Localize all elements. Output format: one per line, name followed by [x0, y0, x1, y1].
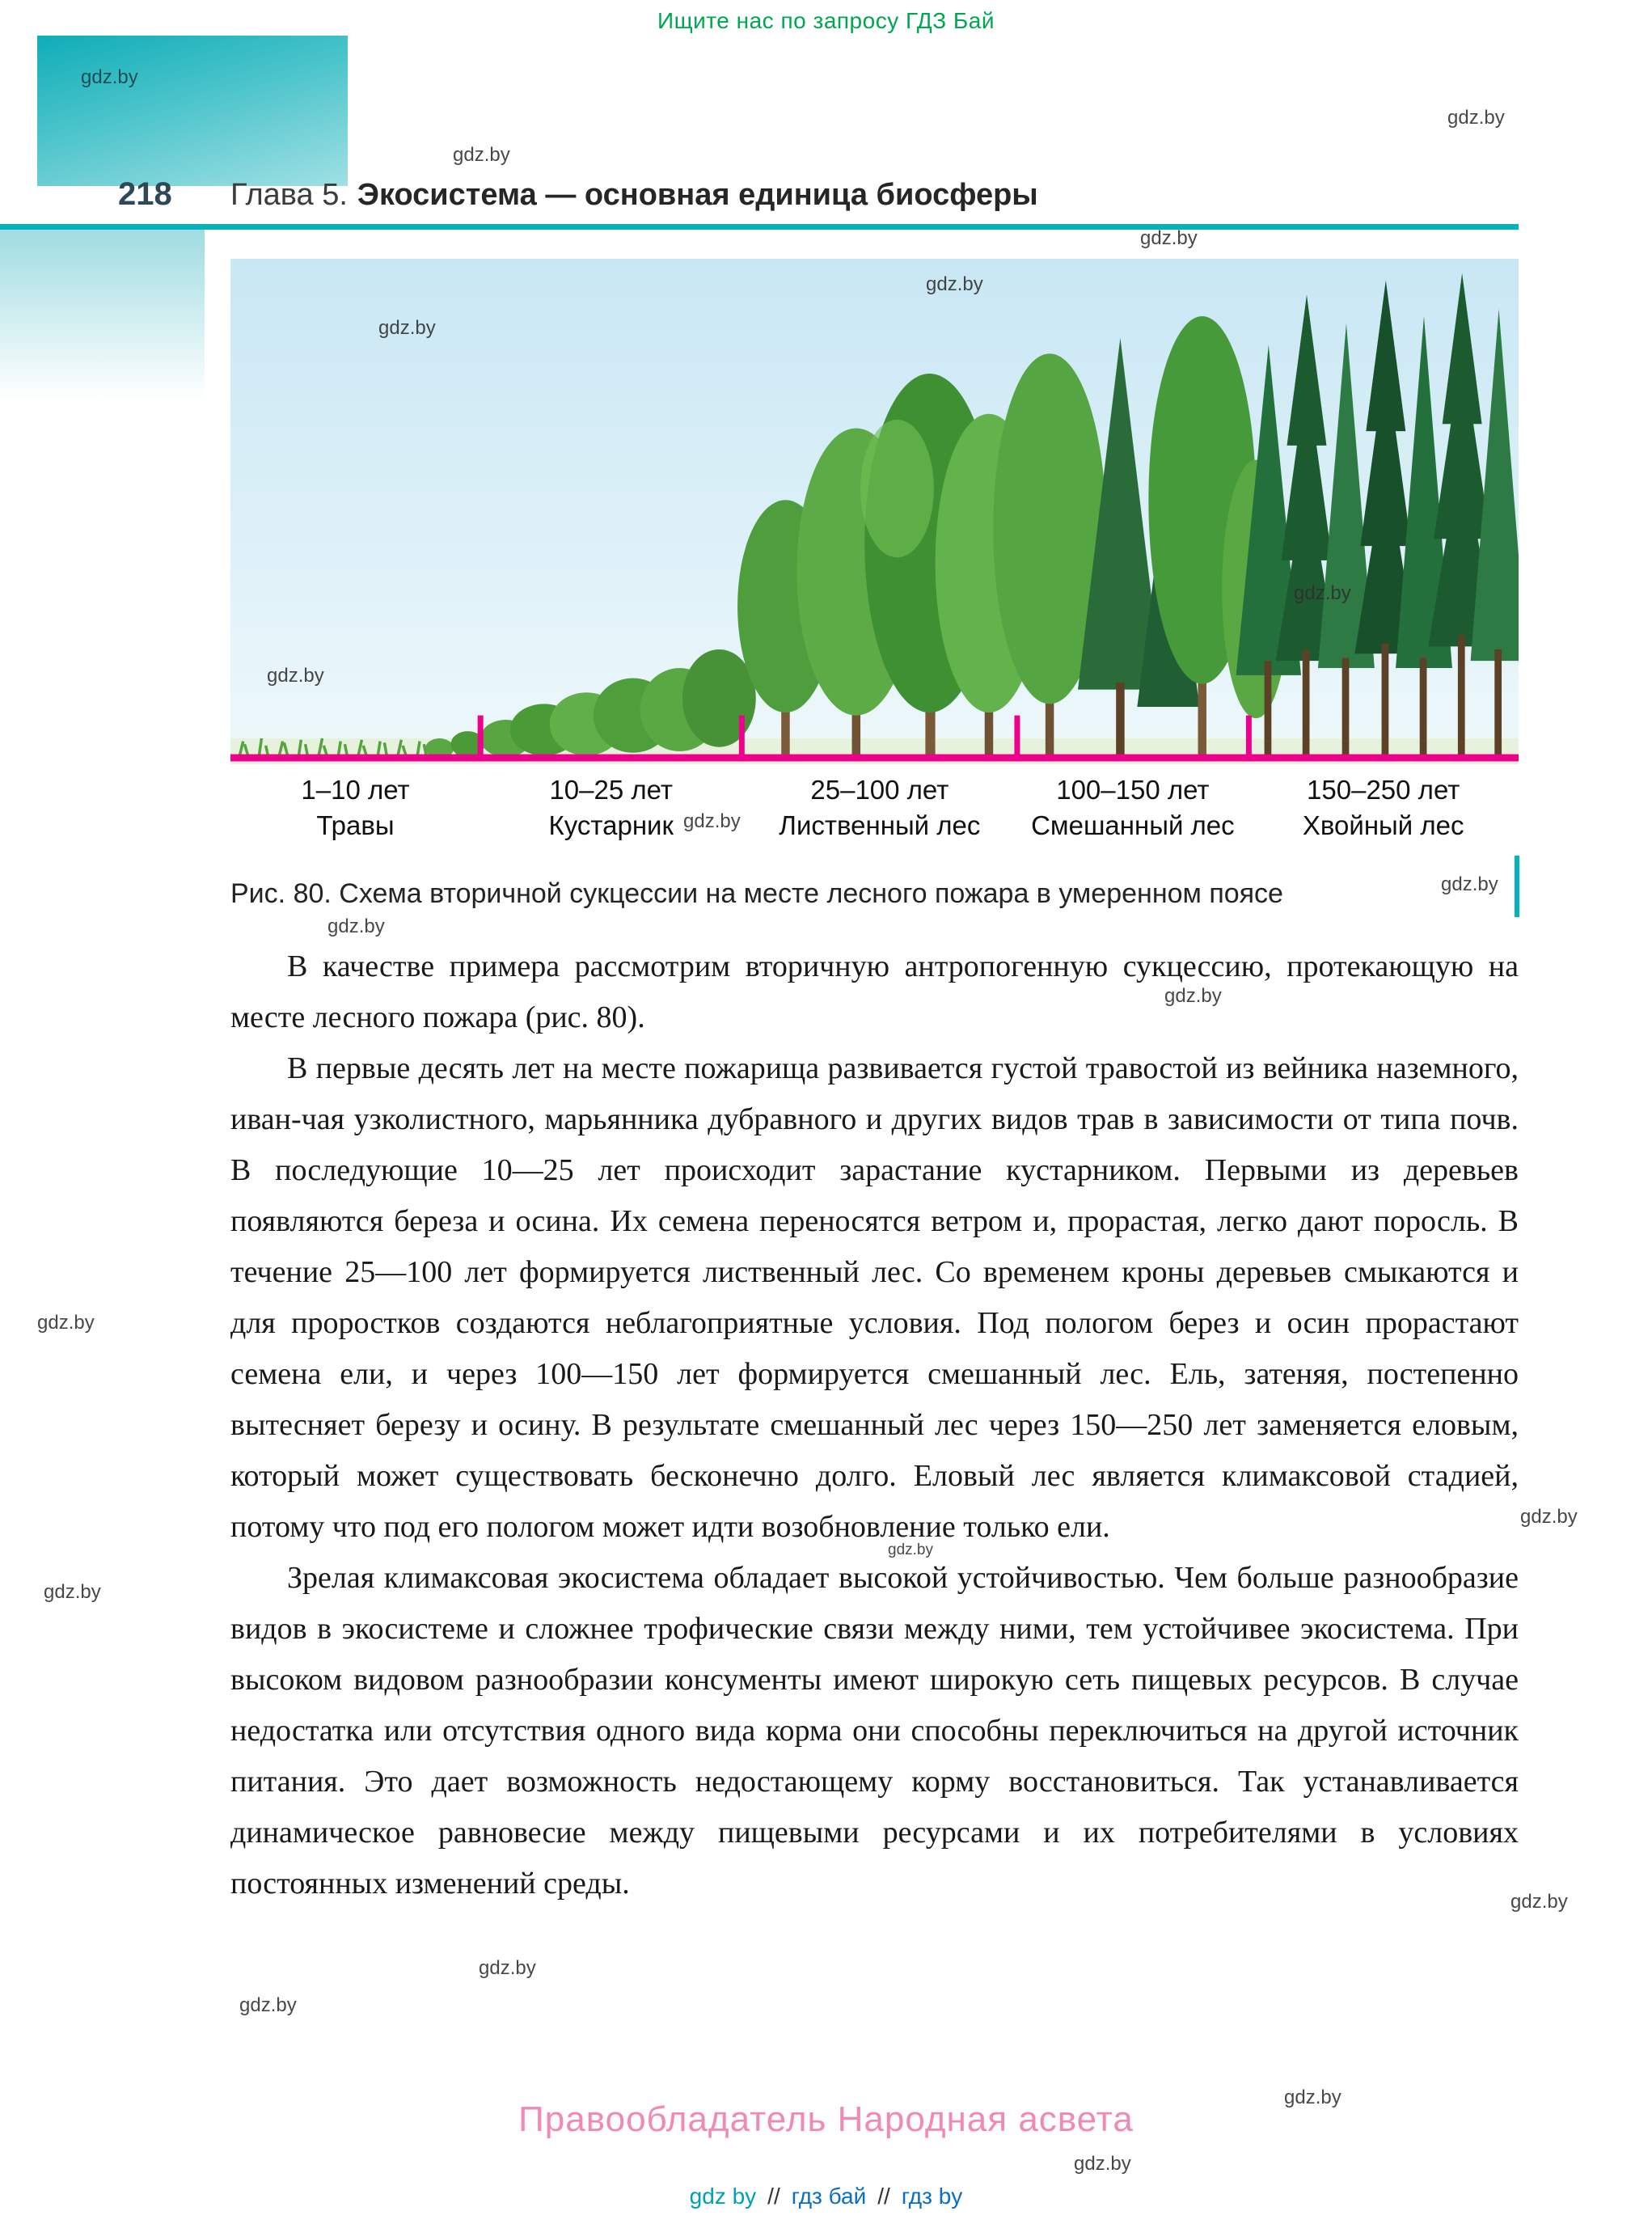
- top-banner-text: Ищите нас по запросу ГДЗ Бай: [657, 8, 995, 33]
- body-text: [230, 941, 1519, 1909]
- footer-link-gdz-by-2[interactable]: гдз by: [901, 2184, 963, 2209]
- watermark: gdz.by: [479, 1957, 536, 1979]
- footer-link-gdz-by[interactable]: gdz by: [689, 2184, 757, 2209]
- chapter-prefix: Глава 5.: [230, 178, 348, 212]
- chapter-heading: [230, 178, 1038, 213]
- watermark: gdz.by: [81, 66, 138, 88]
- publisher-line: Правообладатель Народная асвета: [518, 2099, 1134, 2139]
- timeline-range: 10–25 лет: [549, 775, 673, 805]
- watermark: gdz.by: [327, 915, 385, 937]
- watermark: gdz.by: [44, 1581, 101, 1603]
- timeline-range: 25–100 лет: [810, 775, 949, 805]
- timeline-zone-mixed: [1017, 772, 1248, 844]
- left-gradient-fade: [0, 230, 205, 400]
- timeline-stage: Кустарник: [548, 810, 674, 840]
- watermark: gdz.by: [453, 144, 510, 166]
- watermark: gdz.by: [1441, 873, 1498, 895]
- timeline-range: 150–250 лет: [1307, 775, 1460, 805]
- watermark: gdz.by: [1164, 985, 1222, 1007]
- watermark: gdz.by: [683, 810, 741, 832]
- paragraph-climax-stability: Зрелая климаксовая экосистема обладает высокой устойчивостью. Чем больше разнообразие видов в экосистеме и сложнее трофические связи между ними, тем устойчивее экосистема. При высоком видовом разнообразии консументы имеют широкую сеть пищевых ресурсов. В случае недостатка или отсутствия одного вида корма они способны переключиться на другой источник питания. Это дает возможность недостающему корму восстановиться. Так устанавливается динамическое равновесие между пищевыми ресурсами и их потребителями в условиях постоянных изменений среды.: [230, 1561, 1519, 1901]
- timeline-zone-coniferous: [1248, 772, 1519, 844]
- figure-caption: Рис. 80. Схема вторичной сукцессии на месте лесного пожара в умеренном поясе: [230, 878, 1283, 909]
- timeline-zone-grasses: [230, 772, 480, 844]
- watermark: gdz.by: [1520, 1506, 1578, 1528]
- timeline-range: 1–10 лет: [301, 775, 410, 805]
- timeline-labels: [230, 772, 1519, 844]
- watermark: gdz.by: [267, 665, 324, 687]
- corner-gradient-block: [37, 36, 348, 186]
- timeline-stage: Лиственный лес: [779, 810, 981, 840]
- watermark: gdz.by: [1447, 107, 1505, 129]
- timeline-range: 100–150 лет: [1056, 775, 1210, 805]
- watermark: gdz.by: [1284, 2087, 1341, 2108]
- timeline-stage: Смешанный лес: [1031, 810, 1235, 840]
- paragraph-succession-stages: В первые десять лет на месте пожарища развивается густой травостой из вейника наземного, иван-чая узколистного, марьянника дубравного и других видов трав в зависимости от типа почв. В последующие 10—25 лет происходит зарастание кустарником. Первыми из деревьев появляются береза и осина. Их семена переносятся ветром и, прорастая, легко дают поросль. В течение 25—100 лет формируется лиственный лес. Со временем кроны деревьев смыкаются и для проростков создаются неблагоприятные условия. Под пологом берез и осин прорастают семена ели, и через 100—150 лет формируется смешанный лес. Ель, затеняя, постепенно вытесняет березу и осину. В результате смешанный лес через 150—250 лет заменяется еловым, который может существовать бесконечно долго. Еловый лес является климаксовой стадией, потому что под его пологом может идти возобновление только ели.: [230, 1051, 1519, 1544]
- timeline-zone-deciduous: [741, 772, 1017, 844]
- paragraph-example-intro: В качестве примера рассмотрим вторичную антропогенную сукцессию, протекающую на месте лесного пожара (рис. 80).: [230, 949, 1519, 1034]
- watermark: gdz.by: [1140, 227, 1198, 249]
- watermark: gdz.by: [37, 1312, 95, 1334]
- watermark: gdz.by: [1074, 2153, 1131, 2175]
- footer-separator: //: [767, 2184, 780, 2209]
- chapter-title: Экосистема — основная единица биосферы: [357, 178, 1038, 212]
- watermark: gdz.by: [1510, 1891, 1568, 1913]
- footer-separator: //: [877, 2184, 890, 2209]
- watermark: gdz.by: [1294, 582, 1351, 604]
- footer-links: [0, 2184, 1652, 2209]
- watermark: gdz.by: [926, 273, 983, 295]
- succession-figure: [230, 259, 1519, 844]
- watermark: gdz.by: [378, 317, 436, 339]
- page-number: 218: [118, 176, 172, 212]
- footer-link-gdz-bai[interactable]: гдз бай: [791, 2184, 867, 2209]
- header-rule: [0, 224, 1519, 230]
- timeline-stage: Хвойный лес: [1302, 810, 1464, 840]
- watermark: gdz.by: [239, 1994, 297, 2016]
- watermark: gdz.by: [888, 1541, 933, 1558]
- timeline-stage: Травы: [316, 810, 395, 840]
- caption-side-rule: [1515, 856, 1519, 917]
